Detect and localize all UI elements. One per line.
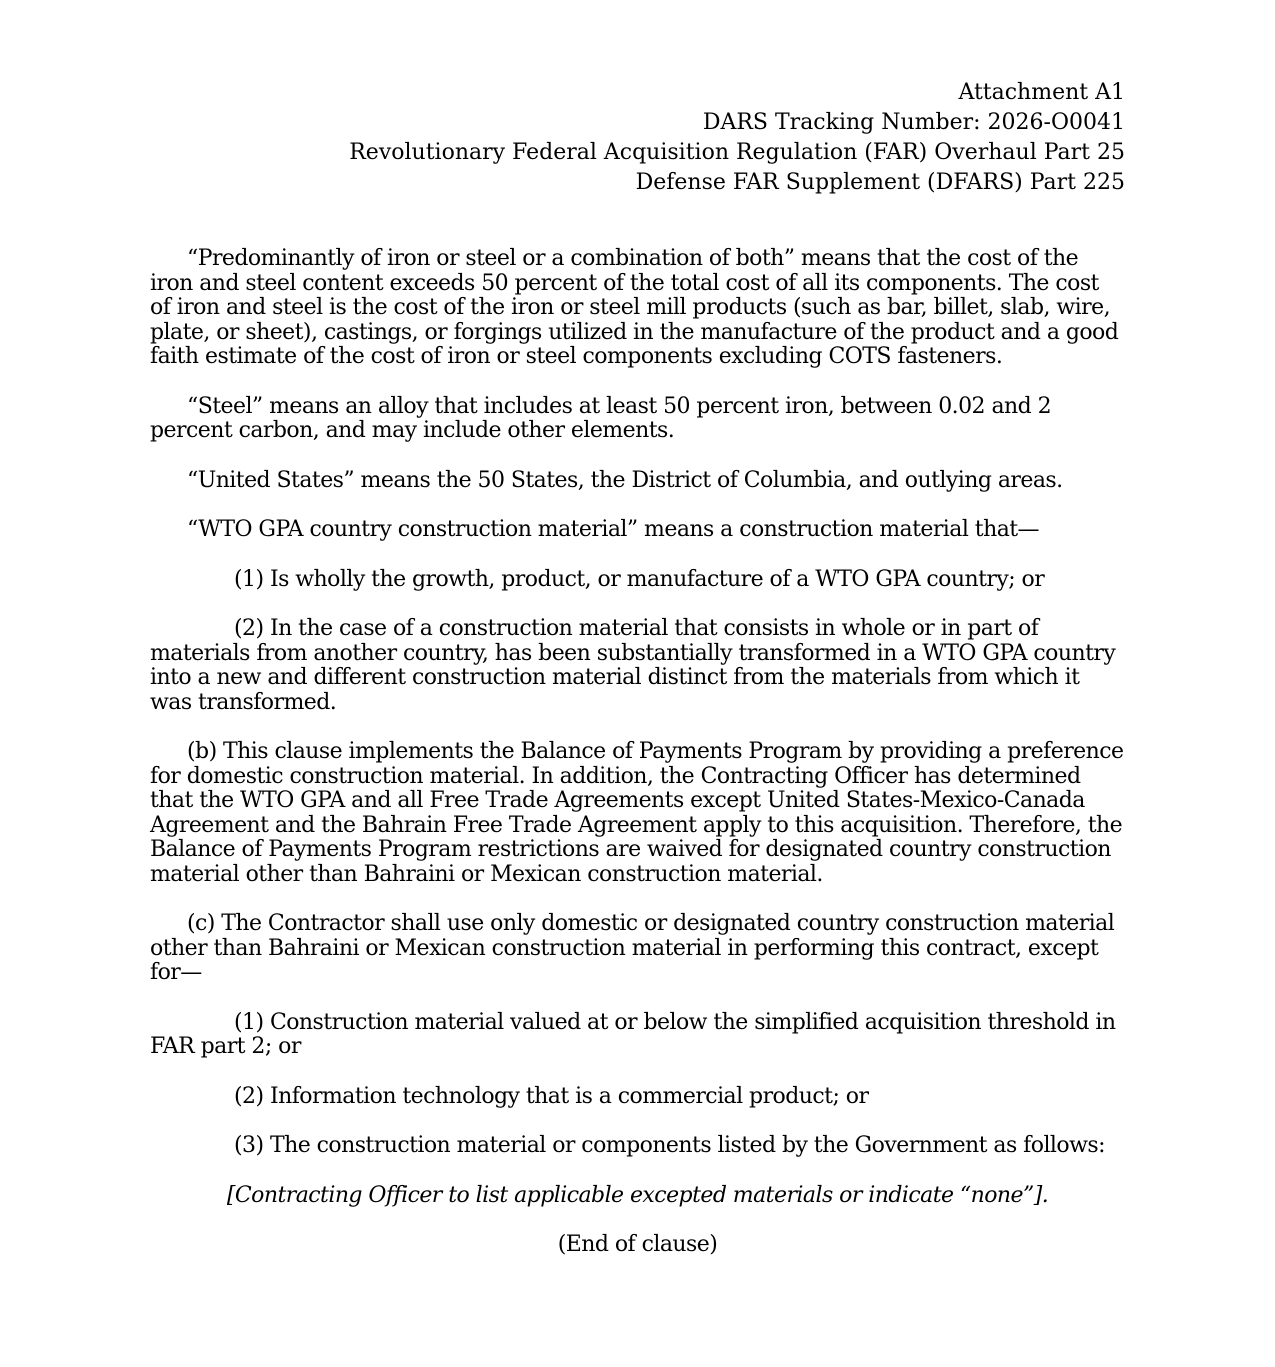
- contracting-officer-instruction: [Contracting Officer to list applicable excepted materials or indicate “none”].: [226, 1182, 1049, 1208]
- paragraph-c-item-2: (2) Information technology that is a commercial product; or: [234, 1083, 869, 1109]
- paragraph-c: (c) The Contractor shall use only domestic or designated country construction material other than Bahraini or Mexican construction material in performing this contract, except for—: [150, 911, 1115, 985]
- wto-gpa-item-2: (2) In the case of a construction material that consists in whole or in part of materials from another country, has been substantially transformed in a WTO GPA country into a new and different construction material distinct from the materials from which it was transformed.: [150, 616, 1116, 715]
- wto-gpa-item-1: (1) Is wholly the growth, product, or manufacture of a WTO GPA country; or: [234, 566, 1045, 592]
- paragraph-b: (b) This clause implements the Balance of Payments Program by providing a preference for domestic construction material. In addition, the Contracting Officer has determined that the WTO GPA and all Free Trade Agreements except United States-Mexico-Canada Agreement and the Bahrain Free Trade Agreement apply to this acquisition. Therefore, the Balance of Payments Program restrictions are waived for designated country construction material other than Bahraini or Mexican construction material.: [150, 739, 1124, 887]
- document-header: [150, 78, 1125, 198]
- attachment-label: Attachment A1: [958, 80, 1125, 105]
- definition-united-states: “United States” means the 50 States, the District of Columbia, and outlying areas.: [187, 467, 1063, 493]
- clause-body: [150, 247, 1125, 1283]
- far-part-title: Revolutionary Federal Acquisition Regulation (FAR) Overhaul Part 25: [349, 140, 1125, 165]
- end-of-clause: (End of clause): [557, 1232, 718, 1257]
- definition-steel: “Steel” means an alloy that includes at least 50 percent iron, between 0.02 and 2 percent carbon, and may include other elements.: [150, 393, 1052, 443]
- definition-wto-gpa-material: “WTO GPA country construction material” means a construction material that—: [187, 517, 1040, 542]
- dfars-part-title: Defense FAR Supplement (DFARS) Part 225: [635, 170, 1125, 195]
- paragraph-c-item-3: (3) The construction material or components listed by the Government as follows:: [234, 1133, 1105, 1158]
- definition-predominantly: “Predominantly of iron or steel or a combination of both” means that the cost of the iron and steel content exceeds 50 percent of the total cost of all its components. The cost of iron and steel is the cost of the iron or steel mill products (such as bar, billet, slab, wire, plate, or sheet), castings, or forgings utilized in the manufacture of the product and a good faith estimate of the cost of iron or steel components excluding COTS fasteners.: [150, 246, 1119, 369]
- tracking-number: DARS Tracking Number: 2026-O0041: [702, 110, 1125, 135]
- paragraph-c-item-1: (1) Construction material valued at or below the simplified acquisition threshold in FAR part 2; or: [150, 1009, 1116, 1059]
